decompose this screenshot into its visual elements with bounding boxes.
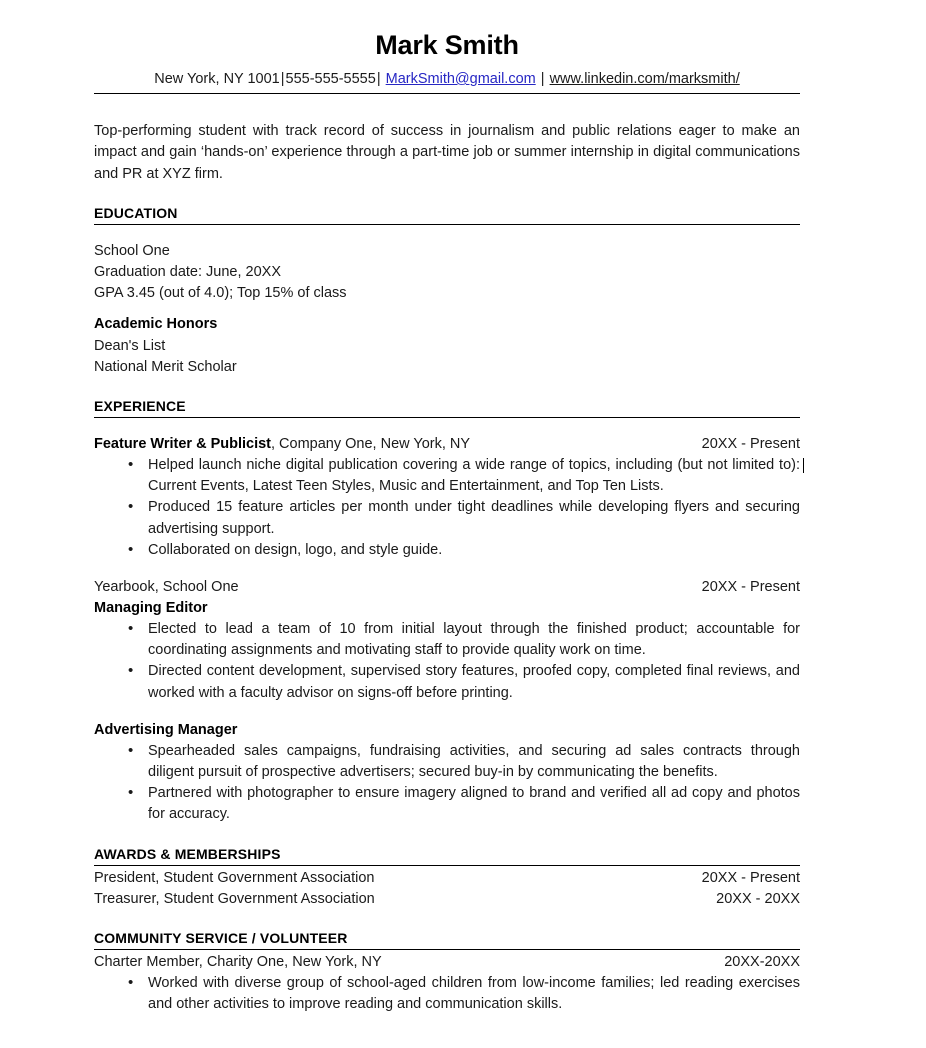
contact-email-link[interactable]: MarkSmith@gmail.com — [385, 71, 536, 88]
contact-location: New York, NY 1001 — [154, 71, 280, 88]
list-item — [94, 619, 800, 661]
section-education — [94, 205, 800, 378]
section-title-education: EDUCATION — [94, 204, 178, 221]
experience-entry-header — [94, 577, 800, 598]
experience-entry-header — [94, 434, 800, 455]
section-divider-experience — [94, 417, 800, 418]
experience-entry-title: Yearbook, School One — [94, 578, 239, 595]
contact-line — [94, 61, 800, 93]
academic-honor-item: Dean's List — [94, 337, 166, 354]
education-school: School One — [94, 242, 170, 259]
bullet-text: • Produced 15 feature articles per month under tight deadlines while developing flyers and securing advertising support. — [148, 499, 800, 537]
education-gpa: GPA 3.45 (out of 4.0); Top 15% of class — [94, 285, 347, 302]
section-divider-awards — [94, 865, 800, 866]
bullet-text: • Partnered with photographer to ensure imagery aligned to brand and verified all ad copy and photos for accuracy. — [148, 785, 800, 823]
list-item — [94, 973, 800, 1015]
award-label: President, Student Government Association — [94, 869, 375, 886]
community-entry-label: Charter Member, Charity One, New York, NY — [94, 953, 382, 970]
bullet-text: • Collaborated on design, logo, and style guide. — [148, 541, 443, 558]
bullet-text: • Elected to lead a team of 10 from initial layout through the finished product; accountable for coordinating assignments and motivating staff to provide quality work on time. — [148, 621, 800, 659]
experience-bullet-list — [94, 619, 800, 704]
experience-company: , Company One, New York, NY — [271, 435, 471, 452]
list-item — [94, 497, 800, 539]
bullet-text: • Spearheaded sales campaigns, fundraising activities, and securing ad sales contracts through diligent pursuit of prospective advertisers; secured buy-in by communicating the benefits. — [148, 742, 800, 781]
contact-phone: 555-555-5555 — [285, 71, 376, 88]
community-bullet-list — [94, 973, 800, 1015]
table-row — [94, 889, 800, 910]
section-title-experience: EXPERIENCE — [94, 397, 186, 414]
award-label: Treasurer, Student Government Association — [94, 890, 375, 907]
award-dates: 20XX - Present — [701, 869, 800, 886]
section-divider-community-service — [94, 949, 800, 950]
experience-role: Feature Writer & Publicist — [94, 435, 271, 452]
resume-content — [94, 0, 800, 1015]
contact-separator-2: | — [376, 71, 381, 88]
list-item — [94, 540, 800, 561]
table-row — [94, 868, 800, 889]
experience-subrole-advertising-manager: Advertising Manager — [94, 721, 238, 738]
bullet-text: • Helped launch niche digital publication covering a wide range of topics, including (but not limited to): Current Events, Latest Teen Styles, Music and Entertainment, and Top Ten Lists. — [148, 457, 800, 495]
section-experience — [94, 398, 800, 826]
section-awards — [94, 846, 800, 910]
list-item — [94, 741, 800, 783]
section-title-community-service: COMMUNITY SERVICE / VOLUNTEER — [94, 929, 348, 946]
section-title-awards: AWARDS & MEMBERSHIPS — [94, 845, 281, 862]
list-item — [94, 661, 800, 703]
contact-separator-3: | — [540, 71, 545, 88]
experience-entry-title — [94, 434, 702, 455]
list-item — [94, 783, 800, 825]
award-dates: 20XX - 20XX — [716, 890, 800, 907]
experience-bullet-list — [94, 741, 800, 826]
bullet-text: • Directed content development, supervised story features, proofed copy, completed final reviews, and worked with a faculty advisor on signs-off before printing. — [148, 663, 800, 701]
spacer — [94, 304, 800, 314]
experience-dates: 20XX - Present — [701, 435, 800, 452]
spacer — [94, 231, 800, 241]
academic-honor-item: National Merit Scholar — [94, 358, 237, 375]
education-graduation-date: Graduation date: June, 20XX — [94, 264, 282, 281]
professional-summary: Top-performing student with track record of success in journalism and public relations eager to make an impact and gain ‘hands-on’ experience through a part-time job or summer internship in digital communications and PR at XYZ firm. — [94, 123, 800, 182]
experience-subrole-managing-editor: Managing Editor — [94, 600, 208, 617]
experience-bullet-list — [94, 455, 800, 561]
bullet-text: • Worked with diverse group of school-aged children from low-income families; led reading exercises and other activities to improve reading and communication skills. — [148, 975, 800, 1013]
candidate-name: Mark Smith — [375, 30, 519, 60]
community-entry-dates: 20XX-20XX — [724, 953, 800, 970]
academic-honors-title: Academic Honors — [94, 316, 218, 333]
list-item — [94, 455, 800, 497]
spacer — [94, 704, 800, 720]
spacer — [94, 424, 800, 434]
spacer — [94, 561, 800, 577]
section-divider-education — [94, 224, 800, 225]
contact-linkedin-link[interactable]: www.linkedin.com/marksmith/ — [549, 71, 740, 88]
text-cursor-caret — [803, 458, 804, 473]
experience-dates: 20XX - Present — [701, 578, 800, 595]
community-entry-header — [94, 952, 800, 973]
section-community-service — [94, 930, 800, 1015]
contact-separator-1: | — [280, 71, 285, 88]
